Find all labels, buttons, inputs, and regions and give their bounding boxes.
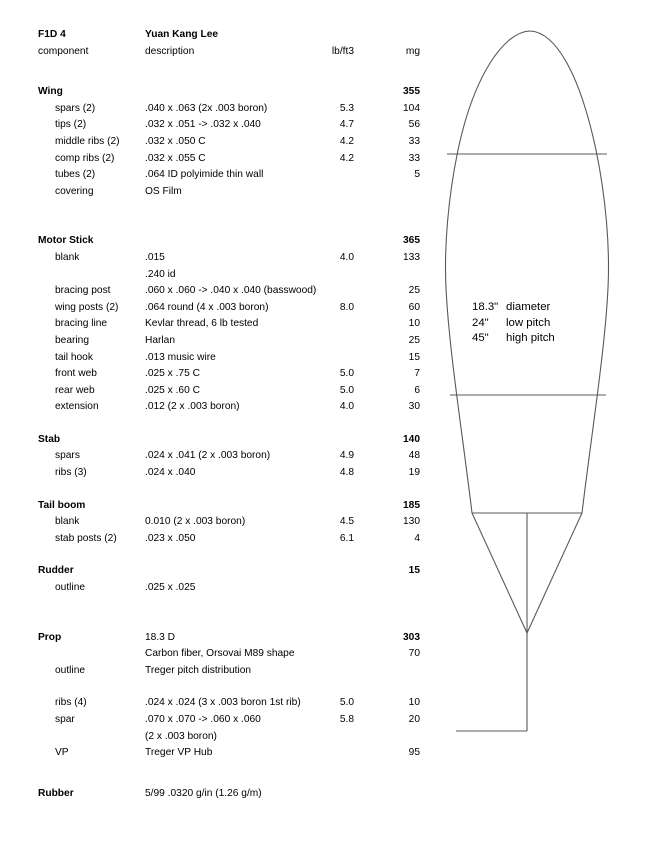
row-description: .064 ID polyimide thin wall — [145, 169, 264, 181]
table-row — [38, 583, 428, 600]
blade-annotations — [472, 300, 555, 347]
section-name: Prop — [38, 631, 62, 643]
row-mass: 33 — [408, 135, 420, 147]
table-row — [38, 468, 428, 485]
table-row — [38, 748, 428, 765]
table-row — [38, 534, 428, 551]
spacer — [38, 63, 428, 87]
spacer — [38, 600, 428, 633]
row-density: 8.0 — [339, 301, 354, 313]
row-description: (2 x .003 boron) — [145, 730, 217, 742]
row-density: 5.0 — [339, 697, 354, 709]
spacer — [38, 203, 428, 236]
section-name: Wing — [38, 86, 63, 98]
row-mass: 7 — [414, 368, 420, 380]
row-density: 4.7 — [339, 119, 354, 131]
row-mass: 130 — [403, 516, 420, 528]
row-mass: 30 — [408, 401, 420, 413]
row-mass: 19 — [408, 467, 420, 479]
row-component: wing posts (2) — [55, 301, 119, 313]
spacer — [38, 682, 428, 698]
row-description: OS Film — [145, 185, 182, 197]
row-density: 5.0 — [339, 368, 354, 380]
row-mass: 48 — [408, 450, 420, 462]
section-header-stab — [38, 435, 428, 452]
row-component: front web — [55, 368, 97, 380]
section-total: 365 — [403, 235, 420, 247]
table-row — [38, 353, 428, 370]
annotation-label: diameter — [506, 301, 551, 313]
row-description: .024 x .024 (3 x .003 boron 1st rib) — [145, 697, 301, 709]
section-name: Tail boom — [38, 499, 86, 511]
spacer — [38, 419, 428, 435]
section-name: Stab — [38, 433, 61, 445]
row-mass: 10 — [408, 318, 420, 330]
table-row — [38, 517, 428, 534]
annotation-value: 45" — [472, 332, 489, 344]
row-mass: 25 — [408, 334, 420, 346]
row-mass: 20 — [408, 714, 420, 725]
row-description: Treger VP Hub — [145, 747, 213, 759]
row-mass: 104 — [403, 102, 420, 114]
row-density: 4.2 — [339, 135, 354, 147]
row-component: tips (2) — [55, 119, 87, 131]
column-header-row — [38, 47, 428, 64]
row-mass: 10 — [408, 697, 420, 709]
column-header-description: description — [145, 45, 195, 57]
row-mass: 25 — [408, 285, 420, 297]
row-mass: 6 — [414, 384, 420, 396]
table-row — [38, 698, 428, 715]
table-row — [38, 187, 428, 204]
row-density: 5.8 — [339, 714, 354, 725]
spacer — [38, 485, 428, 501]
row-component: covering — [55, 185, 94, 197]
table-row — [38, 715, 428, 732]
section-header-rudder — [38, 566, 428, 583]
row-description: Treger pitch distribution — [145, 664, 252, 676]
annotation-low-pitch — [472, 316, 555, 332]
section-total: 15 — [408, 565, 420, 577]
row-mass: 5 — [414, 169, 420, 181]
row-component: spars — [55, 450, 80, 462]
section-header-wing — [38, 87, 428, 104]
row-mass: 60 — [408, 301, 420, 313]
table-row — [38, 386, 428, 403]
row-component: stab posts (2) — [55, 532, 117, 544]
row-mass: 33 — [408, 152, 420, 164]
row-description: .024 x .040 — [145, 467, 196, 479]
row-component: bracing line — [55, 318, 108, 330]
row-description: Kevlar thread, 6 lb tested — [145, 318, 259, 330]
propeller-blade-diagram — [430, 20, 645, 750]
section-header-description: 5/99 .0320 g/in (1.26 g/m) — [145, 787, 262, 799]
row-description: .040 x .063 (2x .003 boron) — [145, 102, 268, 114]
row-mass: 56 — [408, 119, 420, 131]
row-component: VP — [55, 747, 69, 759]
table-row — [38, 286, 428, 303]
row-density: 4.0 — [339, 251, 354, 263]
row-description: .032 x .050 C — [145, 135, 206, 147]
row-component: tail hook — [55, 351, 93, 363]
annotation-diameter — [472, 300, 555, 316]
row-description: 0.010 (2 x .003 boron) — [145, 516, 246, 528]
annotation-value: 24" — [472, 316, 489, 329]
row-density: 5.0 — [339, 384, 354, 396]
row-mass: 133 — [403, 251, 420, 263]
section-name: Rudder — [38, 565, 74, 577]
table-row — [38, 369, 428, 386]
table-row — [38, 253, 428, 270]
row-component: spars (2) — [55, 102, 96, 114]
section-total: 303 — [403, 631, 420, 643]
section-header-description: 18.3 D — [145, 631, 176, 643]
section-header-tail-boom — [38, 501, 428, 518]
row-density: 5.3 — [339, 102, 354, 114]
row-component: blank — [55, 251, 80, 263]
row-description: Harlan — [145, 334, 176, 346]
row-description: .025 x .025 — [145, 582, 196, 594]
document-title: F1D 4 — [38, 29, 66, 40]
row-description: .032 x .055 C — [145, 152, 206, 164]
section-header-motor-stick — [38, 236, 428, 253]
row-component: extension — [55, 401, 99, 413]
section-header-rubber — [38, 789, 428, 806]
title-row — [38, 30, 428, 47]
row-density: 4.0 — [339, 401, 354, 413]
row-description: .240 id — [145, 268, 176, 280]
row-component: tubes (2) — [55, 169, 96, 181]
column-header-mass: mg — [405, 45, 420, 57]
row-description: .032 x .051 -> .032 x .040 — [145, 119, 261, 131]
section-name: Rubber — [38, 787, 74, 799]
row-component: outline — [55, 582, 86, 594]
row-component: middle ribs (2) — [55, 135, 120, 147]
table-row — [38, 137, 428, 154]
row-description: .015 — [145, 251, 165, 263]
section-header-prop — [38, 633, 428, 650]
annotation-value: 18.3" — [472, 301, 499, 313]
row-description: .023 x .050 — [145, 532, 196, 544]
row-density: 4.2 — [339, 152, 354, 164]
row-component: ribs (4) — [55, 697, 87, 709]
table-row — [38, 270, 428, 287]
row-density: 4.9 — [339, 450, 354, 462]
row-description: .060 x .060 -> .040 x .040 (basswood) — [145, 285, 317, 297]
row-mass: 70 — [408, 648, 420, 660]
row-description: .012 (2 x .003 boron) — [145, 401, 240, 413]
column-header-density: lb/ft3 — [331, 45, 354, 57]
table-row — [38, 303, 428, 320]
row-description: .070 x .070 -> .060 x .060 — [145, 714, 261, 725]
table-row — [38, 666, 428, 683]
row-description: .013 music wire — [145, 351, 216, 363]
row-description: Carbon fiber, Orsovai M89 shape — [145, 648, 295, 660]
table-row — [38, 154, 428, 171]
section-total: 185 — [403, 499, 420, 511]
annotation-high-pitch — [472, 331, 555, 347]
author-name: Yuan Kang Lee — [145, 29, 219, 40]
section-total: 355 — [403, 86, 420, 98]
spacer — [38, 765, 428, 789]
section-total: 140 — [403, 433, 420, 445]
table-row — [38, 451, 428, 468]
row-mass: 15 — [408, 351, 420, 363]
table-row — [38, 120, 428, 137]
row-component: ribs (3) — [55, 467, 87, 479]
row-component: rear web — [55, 384, 95, 396]
table-row — [38, 319, 428, 336]
table-row — [38, 649, 428, 666]
annotation-label: low pitch — [506, 316, 551, 329]
row-description: .025 x .60 C — [145, 384, 200, 396]
table-row — [38, 336, 428, 353]
spacer — [38, 550, 428, 566]
row-component: spar — [55, 714, 75, 725]
row-component: outline — [55, 664, 86, 676]
annotation-label: high pitch — [506, 332, 555, 344]
row-component: comp ribs (2) — [55, 152, 115, 164]
row-mass: 95 — [408, 747, 420, 759]
row-description: .024 x .041 (2 x .003 boron) — [145, 450, 271, 462]
row-density: 4.8 — [339, 467, 354, 479]
section-name: Motor Stick — [38, 235, 94, 247]
row-description: .064 round (4 x .003 boron) — [145, 301, 269, 313]
row-description: .025 x .75 C — [145, 368, 200, 380]
row-mass: 4 — [414, 532, 420, 544]
component-spec-table — [38, 30, 428, 805]
row-component: bracing post — [55, 285, 111, 297]
row-density: 6.1 — [339, 532, 354, 544]
table-row — [38, 402, 428, 419]
table-row — [38, 732, 428, 749]
row-component: bearing — [55, 334, 89, 346]
row-density: 4.5 — [339, 516, 354, 528]
column-header-component: component — [38, 45, 89, 57]
table-row — [38, 104, 428, 121]
row-component: blank — [55, 516, 80, 528]
table-row — [38, 170, 428, 187]
